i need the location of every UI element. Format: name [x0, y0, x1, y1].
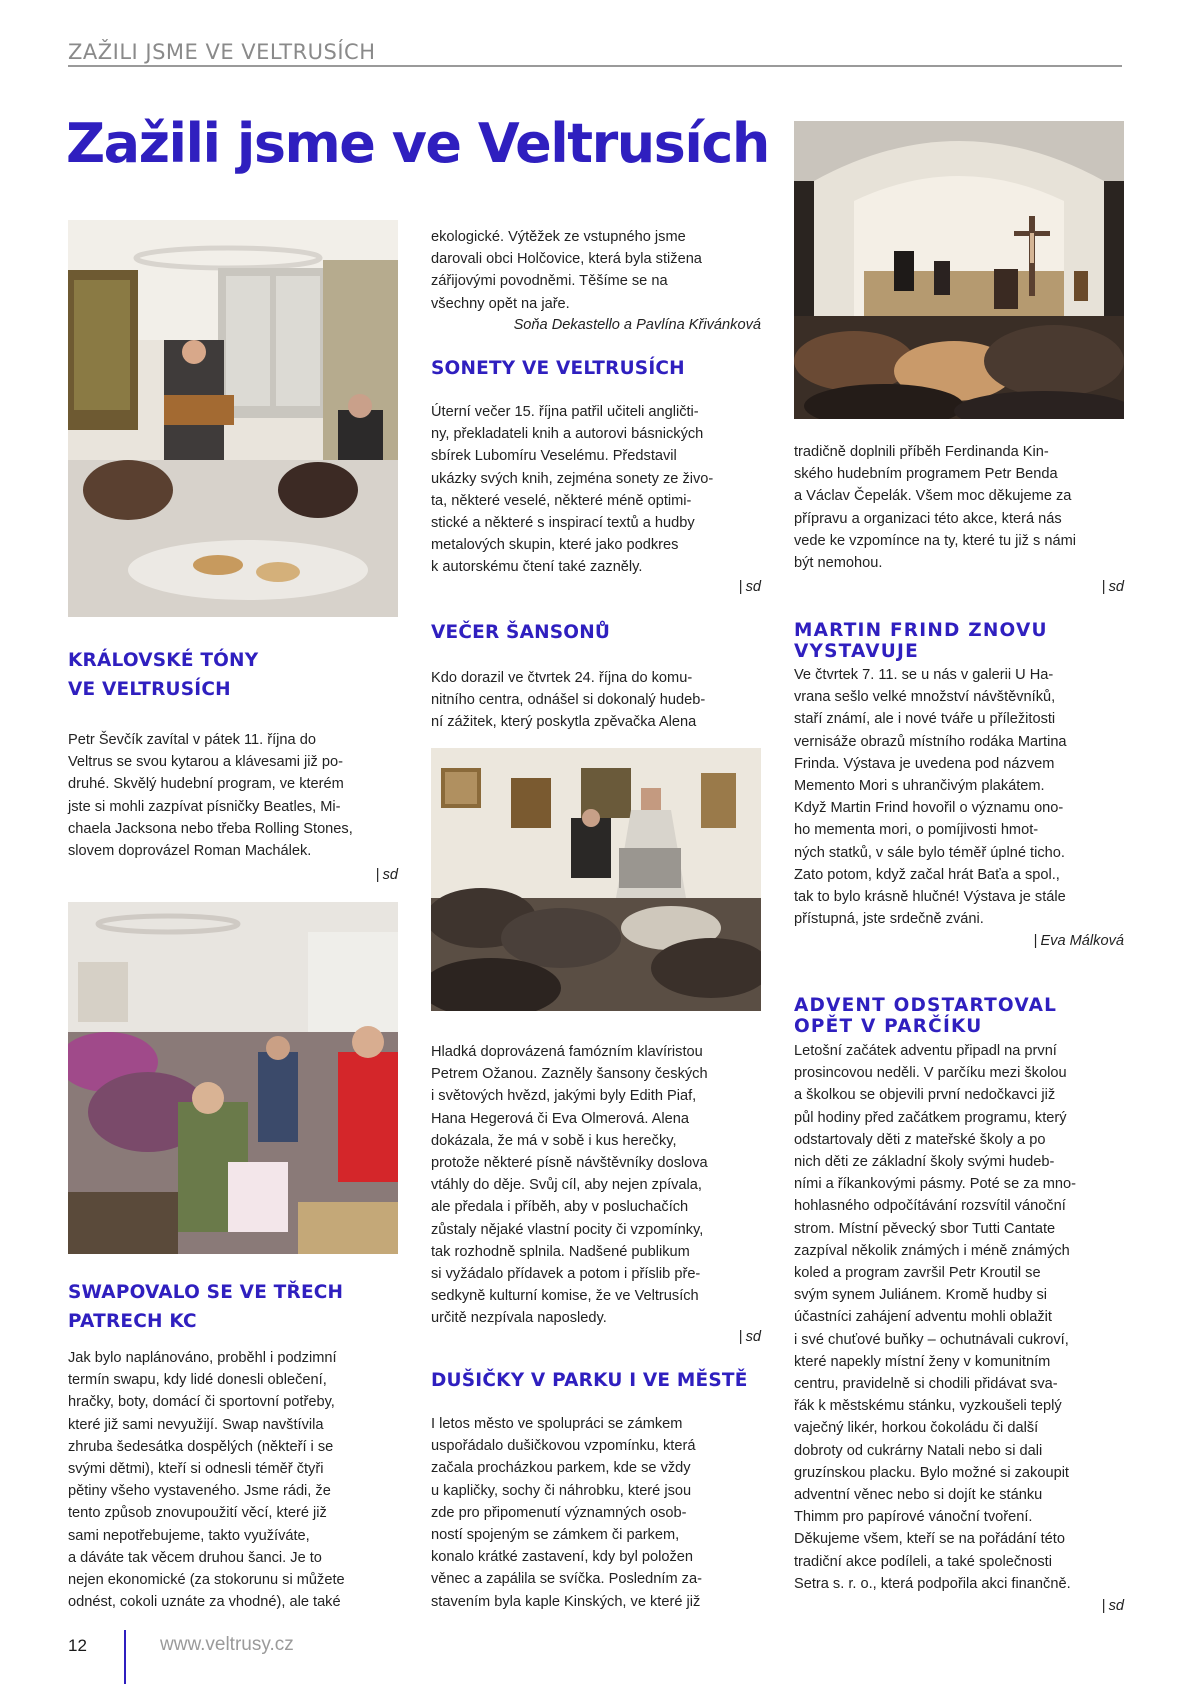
text-line: nejen ekonomické (za stokorunu si můžete [68, 1572, 345, 1589]
text-line: tradičně doplnili příběh Ferdinanda Kin- [794, 444, 1049, 460]
text-line: odstartovaly děti z mateřské školy a po [794, 1131, 1046, 1148]
text-line: zazpíval několik známých i méně známých [794, 1242, 1070, 1259]
photo-concert-guitarist [68, 220, 398, 617]
photo-swap-event [68, 902, 398, 1254]
text-line: začala procházkou parkem, kde se vždy [431, 1460, 691, 1477]
text-line: protože některé písně návštěvníky doslova [431, 1155, 708, 1172]
text-line: si vyžádalo přídavek a potom i příslib pře- [431, 1266, 701, 1283]
text-line: vtáhly do děje. Svůj cíl, aby nejen zpívala, [431, 1177, 702, 1194]
heading-kralovske-tony: KRÁLOVSKÉ TÓNY VE VELTRUSÍCH [68, 650, 259, 700]
header-rule [68, 65, 1122, 67]
text-line: Děkujeme všem, kteří se na pořádání této [794, 1531, 1065, 1548]
text-line: tento způsob znovupoužití věcí, které již [68, 1505, 327, 1522]
text-line: tradiční akce podíleli, a také společnosti [794, 1553, 1052, 1570]
text-line: určitě nezpívala naposledy. [431, 1310, 607, 1327]
text-line: dobroty od cukrárny Natali nebo si dali [794, 1442, 1043, 1459]
text-line: staří známí, ale i nové tváře u příležitosti [794, 711, 1056, 728]
text-line: dokázala, že má v sobě i kus herečky, [431, 1132, 677, 1149]
text-line: tak rozhodně splnila. Nadšené publikum [431, 1243, 690, 1260]
article-advent [794, 1040, 1134, 1595]
text-line: darovali obci Holčovice, která byla stižena [431, 251, 702, 268]
heading-dusicky: DUŠIČKY V PARKU I VE MĚSTĚ [431, 1370, 748, 1391]
text-line: sedkyně kulturní komise, že ve Veltrusích [431, 1288, 699, 1305]
text-line: půl hodiny před začátkem programu, který [794, 1109, 1067, 1126]
text-line: sbírek Lubomíru Veselému. Představil [431, 448, 677, 465]
text-line: pětiny všeho vystaveného. Jsme rádi, že [68, 1483, 331, 1500]
text-line: ta, některé veselé, některé méně optimi- [431, 492, 692, 509]
text-line: ho mementa mori, o pomíjivosti hmot- [794, 822, 1039, 839]
text-line: Ve čtvrtek 7. 11. se u nás v galerii U Ha- [794, 667, 1054, 683]
text-line: ní zážitek, který poskytla zpěvačka Alena [431, 714, 697, 731]
text-line: Zato potom, když začal hrát Baťa a spol., [794, 866, 1060, 883]
text-line: centru, pravidelně si chodili přidávat sva- [794, 1376, 1058, 1393]
text-line: a školkou se objevili první nedočkavci již [794, 1087, 1056, 1104]
article-dusicky [431, 1413, 771, 1613]
text-line: Kdo dorazil ve čtvrtek 24. října do komu- [431, 670, 693, 686]
page-title: Zažili jsme ve Veltrusích [66, 112, 769, 175]
text-line: zůstaly nějaké vlastní pocity či vzpomínky, [431, 1221, 704, 1238]
text-line: které již sami nevyužijí. Swap navštívila [68, 1416, 324, 1433]
text-line: chaela Jacksona nebo třeba Rolling Stones, [68, 820, 353, 837]
text-line: všechny opět na jaře. [431, 295, 570, 312]
text-line: ského hudebním programem Petr Benda [794, 466, 1058, 483]
text-line: slovem doprovázel Roman Machálek. [68, 843, 312, 860]
text-line: hohlasného odpočítávání rozsvítil vánoční [794, 1198, 1066, 1215]
text-line: Thimm pro papírové vánoční tvoření. [794, 1509, 1033, 1526]
text-line: Memento Mori s uhrančivým plakátem. [794, 778, 1045, 795]
text-line: Jak bylo naplánováno, proběhl i podzimní [68, 1350, 337, 1366]
footer-url: www.veltrusy.cz [160, 1634, 294, 1655]
text-line: zhruba šedesátka dospělých (někteří i se [68, 1438, 334, 1455]
heading-martin-frind: MARTIN FRIND ZNOVU VYSTAVUJE [794, 620, 1048, 662]
footer-divider [124, 1630, 126, 1684]
text-line: tak to bylo krásně hlučné! Výstava je stále [794, 889, 1066, 906]
article-martin-frind [794, 664, 1134, 930]
article-kralovske-tony [68, 729, 408, 862]
text-line: koled a program završil Petr Kroutil se [794, 1265, 1041, 1282]
signature-martin-frind: | Eva Málková [1033, 933, 1124, 949]
signature-kralovske-tony: | sd [375, 867, 398, 883]
text-line: vernisáže obrazů místního rodáka Martina [794, 733, 1067, 750]
text-line: konalo krátké zastavení, kdy byl položen [431, 1549, 694, 1566]
text-line: ukázky svých knih, zejména sonety ze živo- [431, 470, 714, 487]
text-line: druhé. Skvělý hudební program, ve kterém [68, 776, 344, 793]
heading-advent: ADVENT ODSTARTOVAL OPĚT V PARČÍKU [794, 995, 1058, 1037]
text-line: ných statků, v sále bylo téměř úplné ticho. [794, 844, 1065, 861]
text-line: ními a říkankovými pásmy. Poté se za mno- [794, 1176, 1076, 1193]
text-line: vaječný likér, horkou čokoládu či další [794, 1420, 1039, 1437]
text-line: být nemohou. [794, 555, 883, 572]
text-line: i světových hvězd, jakými byly Edith Piaf, [431, 1088, 697, 1105]
article-swapovalo-continued [431, 226, 771, 315]
article-sonety [431, 401, 771, 579]
text-line: a dáváte tak věcem druhou šanci. Je to [68, 1549, 322, 1566]
text-line: které napekly místní ženy v komunitním [794, 1353, 1051, 1370]
text-line: sami nepotřebujeme, takto využíváte, [68, 1527, 310, 1544]
text-line: strom. Místní pěvecký sbor Tutti Cantate [794, 1220, 1056, 1237]
text-line: uspořádalo dušičkovou vzpomínku, která [431, 1438, 696, 1455]
article-vecer-sansonu [431, 1041, 771, 1330]
text-line: zde pro připomenutí významných osob- [431, 1504, 687, 1521]
photo-singer-performance [431, 748, 761, 1011]
text-line: Petrem Ožanou. Zazněly šansony českých [431, 1066, 708, 1083]
running-head: ZAŽILI JSME VE VELTRUSÍCH [68, 40, 376, 64]
text-line: i své chuťové buňky – ochutnávali cukroví, [794, 1331, 1069, 1348]
text-line: prosincovou neděli. V parčíku mezi školou [794, 1065, 1067, 1082]
text-line: zářijovými povodněmi. Těšíme se na [431, 273, 668, 290]
text-line: stavením byla kaple Kinských, ve které již [431, 1593, 701, 1610]
text-line: a Václav Čepelák. Všem moc děkujeme za [794, 488, 1072, 505]
article-vecer-sansonu-intro [431, 667, 771, 734]
text-line: adventní věnec nebo si dojít ke stánku [794, 1487, 1043, 1504]
signature-swapovalo: Soňa Dekastello a Pavlína Křivánková [513, 317, 761, 333]
text-line: stické a některé s inspirací textů a hudby [431, 515, 695, 532]
heading-swapovalo: SWAPOVALO SE VE TŘECH PATRECH KC [68, 1282, 344, 1332]
text-line: Setra s. r. o., která podpořila akci finančně. [794, 1575, 1071, 1592]
text-line: jste si mohli zazpívat písničky Beatles, Mi- [68, 798, 341, 815]
text-line: k autorskému čtení také zazněly. [431, 559, 643, 576]
text-line: Petr Ševčík zavítal v pátek 11. října do [68, 732, 316, 748]
text-line: hračky, boty, domácí či sportovní potřeby, [68, 1394, 335, 1411]
text-line: odnést, cokoli uznáte za vhodné), ale také [68, 1594, 341, 1611]
page-number: 12 [68, 1636, 87, 1655]
text-line: ekologické. Výtěžek ze vstupného jsme [431, 229, 686, 245]
text-line: Letošní začátek adventu připadl na první [794, 1043, 1057, 1059]
text-line: I letos město ve spolupráci se zámkem [431, 1416, 683, 1432]
text-line: u kapličky, sochy či náhrobku, které jsou [431, 1482, 692, 1499]
text-line: řák k městskému stánku, vyzkoušeli teplý [794, 1398, 1062, 1415]
text-line: Když Martin Frind hovořil o významu ono- [794, 800, 1064, 817]
text-line: Veltrus se svou kytarou a klávesami již po- [68, 754, 343, 771]
text-line: nich děti ze základní školy svými hudeb- [794, 1154, 1055, 1171]
text-line: ny, překladateli knih a autorovi básnických [431, 426, 704, 443]
heading-sonety: SONETY VE VELTRUSÍCH [431, 358, 685, 379]
text-line: Hladká doprovázená famózním klavíristou [431, 1044, 703, 1060]
text-line: věnec a zapálila se svíčka. Posledním za- [431, 1571, 702, 1588]
text-line: nitního centra, odnášel si dokonalý hudeb- [431, 692, 706, 709]
photo-chapel-concert [794, 121, 1124, 419]
heading-vecer-sansonu: VEČER ŠANSONŮ [431, 622, 611, 643]
article-swapovalo [68, 1347, 408, 1613]
text-line: gruzínskou placku. Bylo možné si zakoupit [794, 1464, 1069, 1481]
signature-advent: | sd [1101, 1598, 1124, 1614]
text-line: vede ke vzpomínce na ty, které tu již s námi [794, 532, 1076, 549]
text-line: metalových skupin, které jako podkres [431, 537, 679, 554]
text-line: Hana Hegerová či Eva Olmerová. Alena [431, 1110, 689, 1127]
text-line: vrana sešlo velké množství návštěvníků, [794, 689, 1056, 706]
signature-dusicky: | sd [1101, 579, 1124, 595]
text-line: účastníci zahájení adventu mohli oblažit [794, 1309, 1052, 1326]
article-dusicky-continued [794, 441, 1134, 574]
signature-vecer-sansonu: | sd [738, 1329, 761, 1345]
text-line: svým synem Juliánem. Kromě hudby si [794, 1287, 1048, 1304]
text-line: přístupná, jste srdečně zváni. [794, 911, 984, 928]
text-line: přípravu a organizaci této akce, která nás [794, 510, 1062, 527]
text-line: ností spojeným se zámkem či parkem, [431, 1527, 680, 1544]
text-line: Úterní večer 15. října patřil učiteli angličti- [431, 404, 699, 420]
text-line: svými dětmi), kteří si odnesli téměř čtyři [68, 1461, 324, 1478]
text-line: ale předala i příběh, aby v posluchačích [431, 1199, 689, 1216]
signature-sonety: | sd [738, 579, 761, 595]
text-line: Frinda. Výstava je uvedena pod názvem [794, 755, 1055, 772]
text-line: termín swapu, kdy lidé donesli oblečení, [68, 1372, 327, 1389]
